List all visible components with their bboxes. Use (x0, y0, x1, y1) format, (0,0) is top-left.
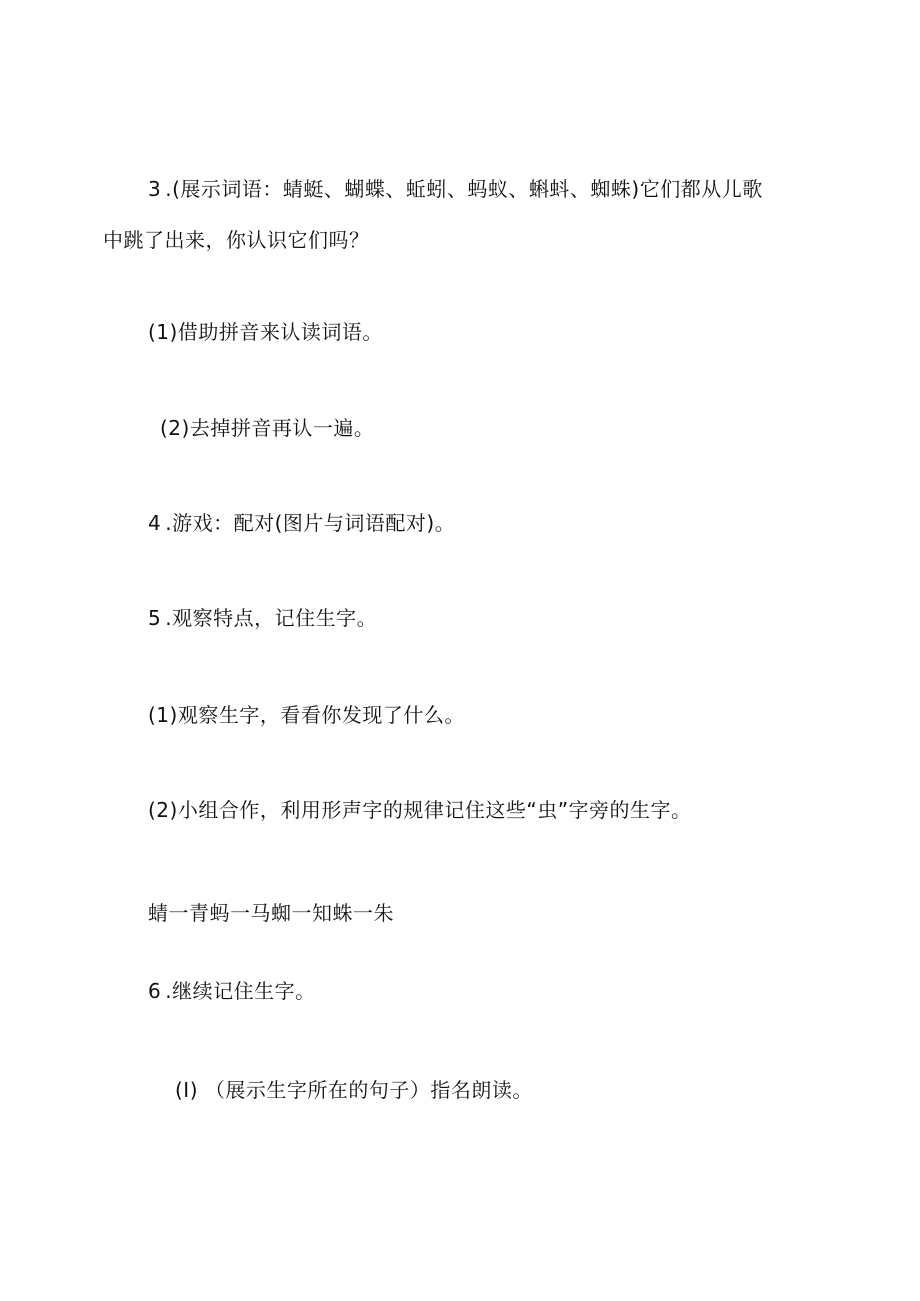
item-3-line-2 (103, 227, 370, 253)
item-text: (2)小组合作，利用形声字的规律记住这些“虫”字旁的生字。 (148, 798, 692, 822)
item-number: 4 (148, 511, 162, 535)
item-text: (2)去掉拼音再认一遍。 (160, 416, 375, 440)
item-text: .(展示词语：蜻蜓、蝴蝶、蚯蚓、蚂蚁、蝌蚪、蜘蛛)它们都从儿歌 (165, 177, 763, 201)
item-text: .观察特点，记住生字。 (165, 606, 378, 630)
item-number: 6 (148, 979, 162, 1003)
item-text: 蜻一青蚂一马蜘一知蛛一朱 (148, 901, 394, 925)
item-text: (I) （展示生字所在的句子）指名朗读。 (175, 1078, 533, 1102)
item-number: 5 (148, 606, 162, 630)
character-pairs (148, 900, 394, 926)
item-text: (1)借助拼音来认读词语。 (148, 320, 383, 344)
item-number: 3 (148, 177, 162, 201)
item-text: .继续记住生字。 (165, 979, 316, 1003)
item-text: (1)观察生字，看看你发现了什么。 (148, 703, 465, 727)
item-text: 中跳了出来，你认识它们吗？ (103, 228, 370, 252)
item-6-continue (148, 978, 316, 1004)
subitem-2-without-pinyin (160, 415, 374, 441)
item-4-game (148, 510, 455, 536)
item-text: .游戏：配对(图片与词语配对)。 (165, 511, 456, 535)
item-5-observe (148, 605, 377, 631)
subitem-1-read-sentences (175, 1077, 533, 1103)
subitem-1-pinyin-reading (148, 319, 383, 345)
subitem-1-observe-characters (148, 702, 465, 728)
subitem-2-group-work (148, 797, 692, 823)
item-3-line-1 (148, 176, 763, 202)
